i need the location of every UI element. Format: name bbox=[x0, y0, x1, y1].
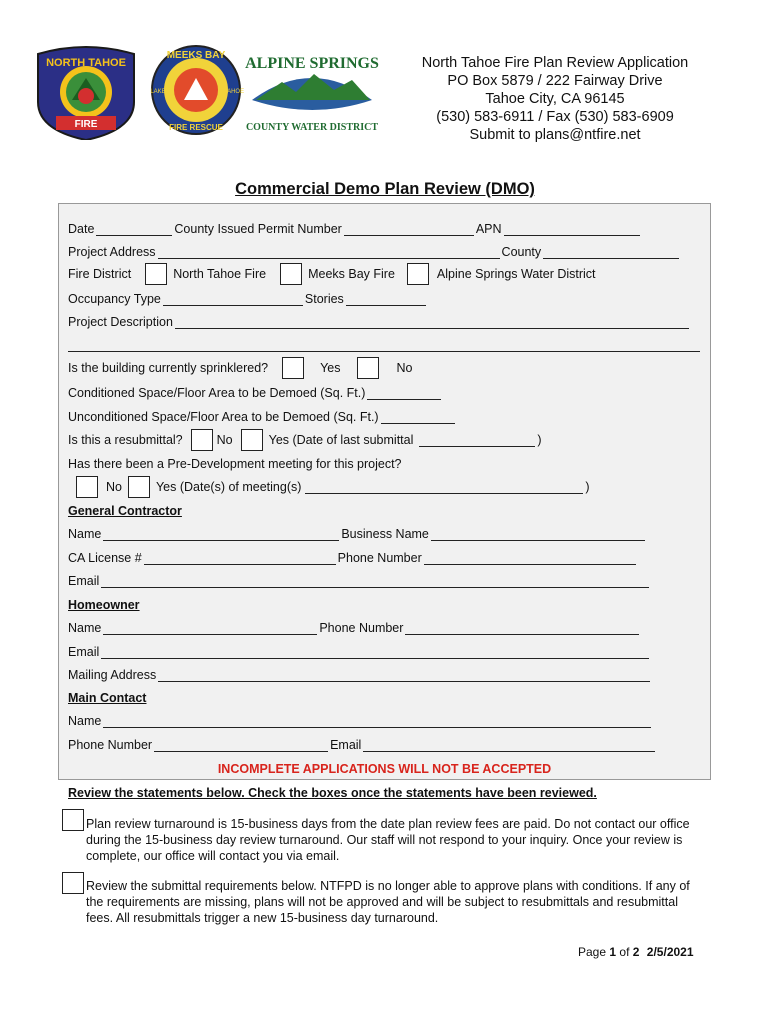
statement-1-text: Plan review turnaround is 15-business days from the date plan review fees are paid. Do not contact our office during the 15-business day review turnaround. Our staff will not respond to your inquiry. Once your review is complete, our office will contact you via email. bbox=[86, 817, 690, 863]
row-occupancy-stories bbox=[68, 292, 428, 306]
sprinklered-yes-checkbox[interactable] bbox=[282, 357, 304, 379]
agency-address-line2: Tahoe City, CA 96145 bbox=[485, 91, 625, 107]
stories-label: Stories bbox=[304, 292, 344, 306]
meeting-dates-field[interactable] bbox=[305, 481, 583, 494]
apn-field[interactable] bbox=[504, 223, 640, 236]
row-ho-email bbox=[68, 645, 651, 659]
project-address-field[interactable] bbox=[158, 246, 500, 259]
row-date-permit-apn bbox=[68, 222, 642, 236]
ho-mailing-label: Mailing Address bbox=[68, 668, 157, 682]
alpine-top-text: ALPINE SPRINGS bbox=[245, 55, 379, 72]
ho-phone-field[interactable] bbox=[405, 622, 639, 635]
mc-email-field[interactable] bbox=[363, 739, 655, 752]
row-description bbox=[68, 315, 691, 329]
north-tahoe-option-label: North Tahoe Fire bbox=[173, 267, 267, 281]
resubmittal-label: Is this a resubmittal? bbox=[68, 433, 183, 447]
page-word: Page bbox=[578, 945, 607, 959]
description-field-line2[interactable] bbox=[68, 351, 700, 352]
project-address-label: Project Address bbox=[68, 245, 156, 259]
sprinklered-yes-label: Yes bbox=[320, 361, 341, 375]
incomplete-warning: INCOMPLETE APPLICATIONS WILL NOT BE ACCEPTED bbox=[217, 762, 552, 776]
mc-name-label: Name bbox=[68, 714, 102, 728]
ho-phone-label: Phone Number bbox=[319, 621, 404, 635]
gc-business-name-label: Business Name bbox=[341, 527, 429, 541]
predev-yes-checkbox[interactable] bbox=[128, 476, 150, 498]
agency-name: North Tahoe Fire Plan Review Application bbox=[421, 55, 689, 71]
mc-email-label: Email bbox=[330, 738, 362, 752]
predev-label: Has there been a Pre-Development meeting for this project? bbox=[68, 457, 402, 471]
gc-email-field[interactable] bbox=[101, 575, 649, 588]
alpine-springs-option-label: Alpine Springs Water District bbox=[436, 267, 596, 281]
alpine-springs-checkbox[interactable] bbox=[407, 263, 429, 285]
agency-phone: (530) 583-6911 / Fax (530) 583-6909 bbox=[436, 109, 674, 125]
last-submittal-date-field[interactable] bbox=[419, 434, 535, 447]
row-resubmittal bbox=[68, 429, 542, 451]
row-gc-email bbox=[68, 574, 651, 588]
row-gc-name bbox=[68, 527, 647, 541]
page-total: 2 bbox=[632, 945, 640, 959]
apn-label: APN bbox=[475, 222, 502, 236]
mc-phone-label: Phone Number bbox=[68, 738, 153, 752]
gc-license-field[interactable] bbox=[144, 552, 336, 565]
row-address-county bbox=[68, 245, 681, 259]
agency-info bbox=[390, 54, 720, 144]
conditioned-field[interactable] bbox=[367, 387, 441, 400]
gc-phone-field[interactable] bbox=[424, 552, 636, 565]
statement-2-text: Review the submittal requirements below. NTFPD is no longer able to approve plans with conditions. If any of the requirements are missing, plans will not be approved and will be subject to resubmittals and resubmittal fees. All resubmittals trigger a new 15-business day turnaround. bbox=[86, 879, 690, 925]
statement-2-checkbox[interactable] bbox=[62, 872, 84, 894]
row-fire-district bbox=[68, 263, 596, 285]
unconditioned-field[interactable] bbox=[381, 411, 455, 424]
date-field[interactable] bbox=[96, 223, 172, 236]
page-number: 1 bbox=[609, 945, 617, 959]
sprinklered-no-checkbox[interactable] bbox=[357, 357, 379, 379]
unconditioned-label: Unconditioned Space/Floor Area to be Demoed (Sq. Ft.) bbox=[68, 410, 379, 424]
predev-close-paren: ) bbox=[585, 480, 590, 494]
occupancy-label: Occupancy Type bbox=[68, 292, 161, 306]
page-footer bbox=[578, 945, 694, 959]
homeowner-heading: Homeowner bbox=[68, 598, 140, 612]
conditioned-label: Conditioned Space/Floor Area to be Demoed (Sq. Ft.) bbox=[68, 386, 366, 400]
meeks-bay-left-text: LAKE bbox=[150, 89, 166, 95]
meeks-bay-fire-logo bbox=[150, 46, 244, 134]
mc-name-field[interactable] bbox=[103, 715, 651, 728]
row-sprinklered bbox=[68, 357, 413, 379]
main-contact-heading: Main Contact bbox=[68, 691, 147, 705]
gc-email-label: Email bbox=[68, 574, 100, 588]
row-ho-name bbox=[68, 621, 641, 635]
row-predev-options bbox=[70, 476, 590, 498]
mc-phone-field[interactable] bbox=[154, 739, 328, 752]
meeks-bay-option-label: Meeks Bay Fire bbox=[308, 267, 395, 281]
row-conditioned bbox=[68, 386, 443, 400]
ho-name-label: Name bbox=[68, 621, 102, 635]
county-label: County bbox=[501, 245, 542, 259]
meeks-bay-right-text: TAHOE bbox=[223, 89, 245, 95]
resubmittal-yes-checkbox[interactable] bbox=[241, 429, 263, 451]
predev-yes-label: Yes (Date(s) of meeting(s) bbox=[155, 480, 302, 494]
permit-number-field[interactable] bbox=[344, 223, 474, 236]
fire-district-label: Fire District bbox=[68, 267, 132, 281]
north-tahoe-bottom-text: FIRE bbox=[74, 119, 98, 130]
north-tahoe-checkbox[interactable] bbox=[145, 263, 167, 285]
meeks-bay-top-text: MEEKS BAY bbox=[166, 50, 226, 61]
resubmittal-close-paren: ) bbox=[537, 433, 542, 447]
statement-1-checkbox[interactable] bbox=[62, 809, 84, 831]
ho-mailing-field[interactable] bbox=[158, 669, 650, 682]
resubmittal-no-checkbox[interactable] bbox=[191, 429, 213, 451]
row-unconditioned bbox=[68, 410, 457, 424]
predev-no-label: No bbox=[106, 480, 122, 494]
north-tahoe-fire-logo bbox=[38, 47, 134, 140]
predev-no-checkbox[interactable] bbox=[76, 476, 98, 498]
row-predev bbox=[68, 457, 402, 471]
gc-name-label: Name bbox=[68, 527, 102, 541]
gc-license-label: CA License # bbox=[68, 551, 142, 565]
row-mc-name bbox=[68, 714, 653, 728]
alpine-bottom-text: COUNTY WATER DISTRICT bbox=[245, 122, 379, 133]
resubmittal-no-label: No bbox=[216, 433, 233, 447]
sprinklered-no-label: No bbox=[396, 361, 413, 375]
permit-label: County Issued Permit Number bbox=[174, 222, 342, 236]
description-label: Project Description bbox=[68, 315, 173, 329]
agency-address-line1: PO Box 5879 / 222 Fairway Drive bbox=[447, 73, 663, 89]
meeks-bay-bottom-text: FIRE RESCUE bbox=[169, 123, 223, 132]
occupancy-field[interactable] bbox=[163, 293, 303, 306]
north-tahoe-top-text: NORTH TAHOE bbox=[46, 57, 126, 69]
row-gc-license bbox=[68, 551, 638, 565]
form-title: Commercial Demo Plan Review (DMO) bbox=[235, 180, 535, 198]
gc-business-name-field[interactable] bbox=[431, 528, 645, 541]
resubmittal-yes-label: Yes (Date of last submittal bbox=[268, 433, 414, 447]
description-field[interactable] bbox=[175, 316, 689, 329]
agency-logos bbox=[34, 44, 384, 140]
ho-email-label: Email bbox=[68, 645, 100, 659]
alpine-springs-logo bbox=[245, 55, 379, 133]
gc-phone-label: Phone Number bbox=[337, 551, 422, 565]
general-contractor-heading: General Contractor bbox=[68, 504, 182, 518]
of-word: of bbox=[619, 945, 630, 959]
ho-email-field[interactable] bbox=[101, 646, 649, 659]
stories-field[interactable] bbox=[346, 293, 426, 306]
review-instructions-heading: Review the statements below. Check the boxes once the statements have been reviewed. bbox=[68, 786, 597, 800]
agency-submit-email: Submit to plans@ntfire.net bbox=[469, 127, 641, 143]
row-ho-mailing bbox=[68, 668, 652, 682]
ho-name-field[interactable] bbox=[103, 622, 317, 635]
date-label: Date bbox=[68, 222, 95, 236]
county-field[interactable] bbox=[543, 246, 679, 259]
meeks-bay-checkbox[interactable] bbox=[280, 263, 302, 285]
gc-name-field[interactable] bbox=[103, 528, 339, 541]
revision-date: 2/5/2021 bbox=[646, 945, 694, 959]
row-mc-phone-email bbox=[68, 738, 657, 752]
sprinklered-label: Is the building currently sprinklered? bbox=[68, 361, 269, 375]
